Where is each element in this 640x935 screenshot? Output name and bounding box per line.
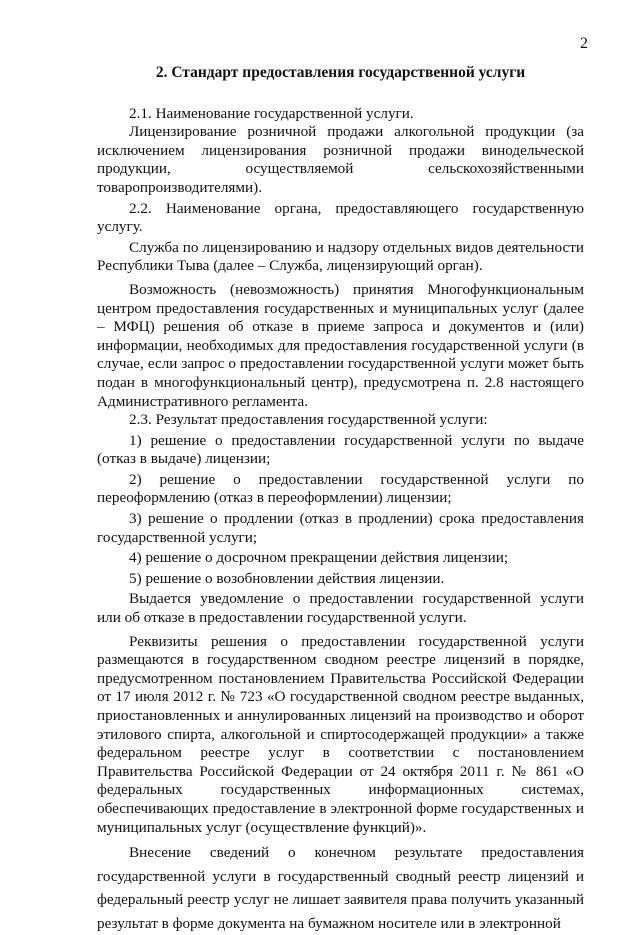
paragraph-mfc: Возможность (невозможность) принятия Многофункциональным центром предоставления государственных и муниципальных услуг (далее – МФЦ) решения об отказе в приеме запроса и документов и (или) информации, необходимых для предоставления государственной услуги (в случае, если запрос о предоставлении государственной услуги может быть подан в многофункциональный центр), предусмотрена п. 2.8 настоящего Административного регламента. xyxy=(97,280,584,410)
paragraph-registry: Реквизиты решения о предоставлении государственной услуги размещаются в государственном сводном реестре лицензий в порядке, предусмотренном постановлением Правительства Российской Федерации от 17 июля 2012 г. № 723 «О государственной сводном реестре выданных, приостановленных и аннулированных лицензий на производство и оборот этилового спирта, алкогольной и спиртосодержащей продукции» а также федеральном реестре услуг в соответствии с постановлением Правительства Российской Федерации от 24 октября 2011 г. № 861 «О федеральных государственных информационных системах, обеспечивающих предоставление в электронной форме государственных и муниципальных услуг (осуществление функций)». xyxy=(97,632,584,836)
paragraph-service-name: Лицензирование розничной продажи алкогольной продукции (за исключением лицензирования розничной продажи винодельческой продукции, осуществляемой сельскохозяйственными товаропроизводителями). xyxy=(97,123,584,196)
list-item-4: 4) решение о досрочном прекращении действия лицензии; xyxy=(129,549,509,567)
list-item-1: 1) решение о предоставлении государственной услуги по выдаче (отказ в выдаче) лицензии; xyxy=(97,431,584,468)
list-item-3: 3) решение о продлении (отказ в продлении) срока предоставления государственной услуги; xyxy=(97,510,584,546)
document-body xyxy=(97,64,584,935)
page-number: 2 xyxy=(580,35,588,52)
list-item-2: 2) решение о предоставлении государственной услуги по переоформлению (отказ в переоформлении) лицензии; xyxy=(97,470,584,507)
paragraph-2-2-heading: 2.2. Наименование органа, предоставляющего государственную услугу. xyxy=(97,199,584,236)
paragraph-notification: Выдается уведомление о предоставлении государственной услуги или об отказе в предоставлении государственной услуги. xyxy=(97,590,584,627)
paragraph-final-result: Внесение сведений о конечном результате предоставления государственной услуги в государственный сводный реестр лицензий и федеральный реестр услуг не лишает заявителя права получить указанный результат в форме документа на бумажном носителе или в электронной xyxy=(97,844,584,932)
paragraph-2-1-heading: 2.1. Наименование государственной услуги. xyxy=(129,104,414,122)
list-item-5: 5) решение о возобновлении действия лицензии. xyxy=(129,569,445,587)
section-title: 2. Стандарт предоставления государственной услуги xyxy=(155,64,526,81)
paragraph-authority: Служба по лицензированию и надзору отдельных видов деятельности Республики Тыва (далее – Служба, лицензирующий орган). xyxy=(97,238,584,275)
paragraph-2-3-heading: 2.3. Результат предоставления государственной услуги: xyxy=(129,411,488,429)
